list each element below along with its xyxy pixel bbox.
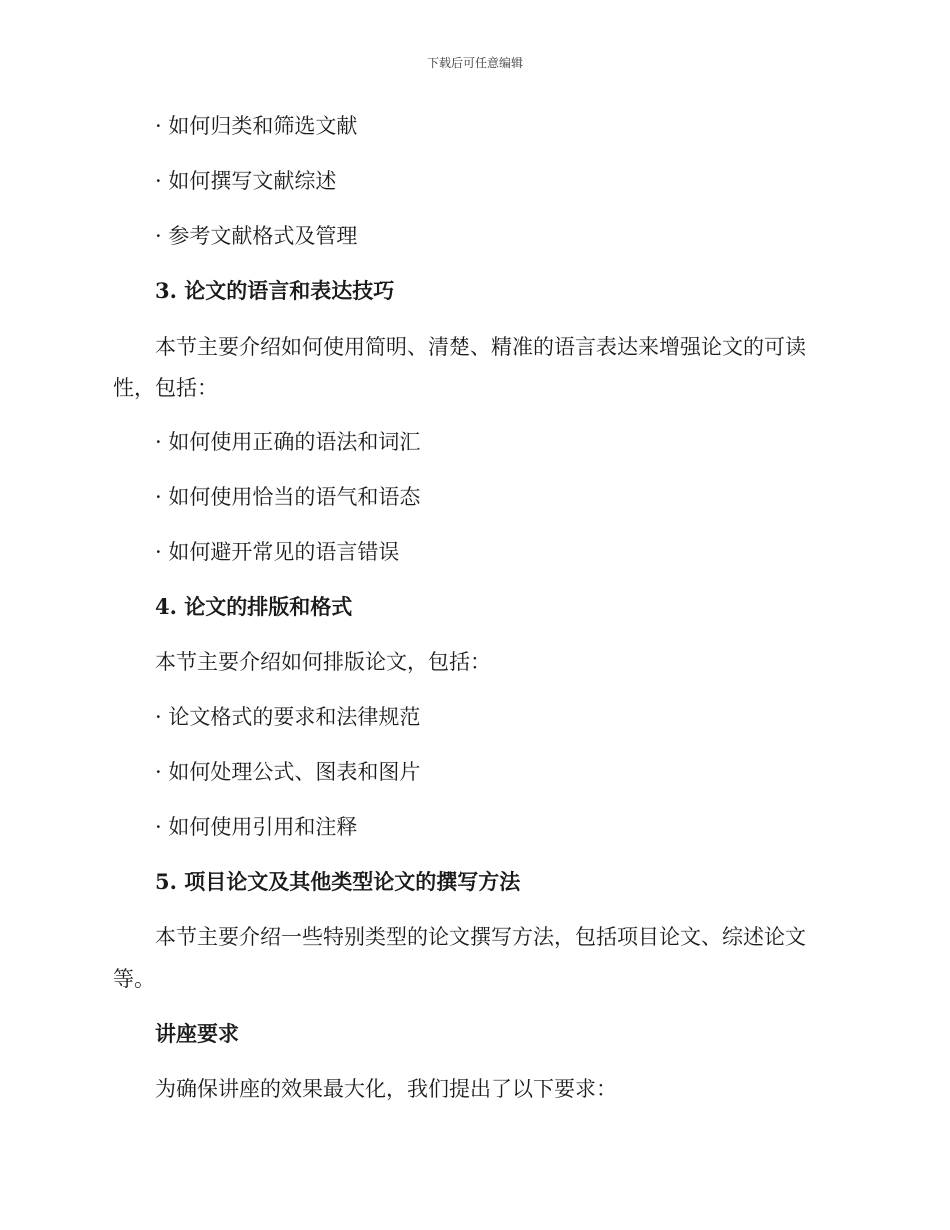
section-heading: 5. 项目论文及其他类型论文的撰写方法 — [155, 869, 521, 894]
list-item: · 如何使用恰当的语气和语态 — [155, 485, 421, 509]
list-item: · 如何避开常见的语言错误 — [155, 540, 400, 564]
list-item: · 如何归类和筛选文献 — [155, 114, 358, 138]
section-heading: 4. 论文的排版和格式 — [155, 594, 353, 619]
paragraph-line: 为确保讲座的效果最大化，我们提出了以下要求： — [155, 1077, 617, 1101]
paragraph-line: 性，包括： — [113, 376, 218, 400]
list-item: · 参考文献格式及管理 — [155, 224, 358, 248]
section-heading: 讲座要求 — [155, 1021, 239, 1046]
list-item: · 如何使用正确的语法和词汇 — [155, 430, 421, 454]
list-item: · 论文格式的要求和法律规范 — [155, 705, 421, 729]
list-item: · 如何处理公式、图表和图片 — [155, 760, 421, 784]
list-item: · 如何使用引用和注释 — [155, 815, 358, 839]
paragraph-line: 本节主要介绍如何使用简明、清楚、精准的语言表达来增强论文的可读 — [155, 335, 806, 359]
section-heading: 3. 论文的语言和表达技巧 — [155, 278, 395, 303]
page-header: 下载后可任意编辑 — [426, 56, 523, 70]
list-item: · 如何撰写文献综述 — [155, 169, 337, 193]
paragraph-line: 本节主要介绍一些特别类型的论文撰写方法，包括项目论文、综述论文 — [155, 925, 806, 949]
paragraph-line: 本节主要介绍如何排版论文，包括： — [155, 650, 491, 674]
paragraph-line: 等。 — [113, 967, 155, 991]
